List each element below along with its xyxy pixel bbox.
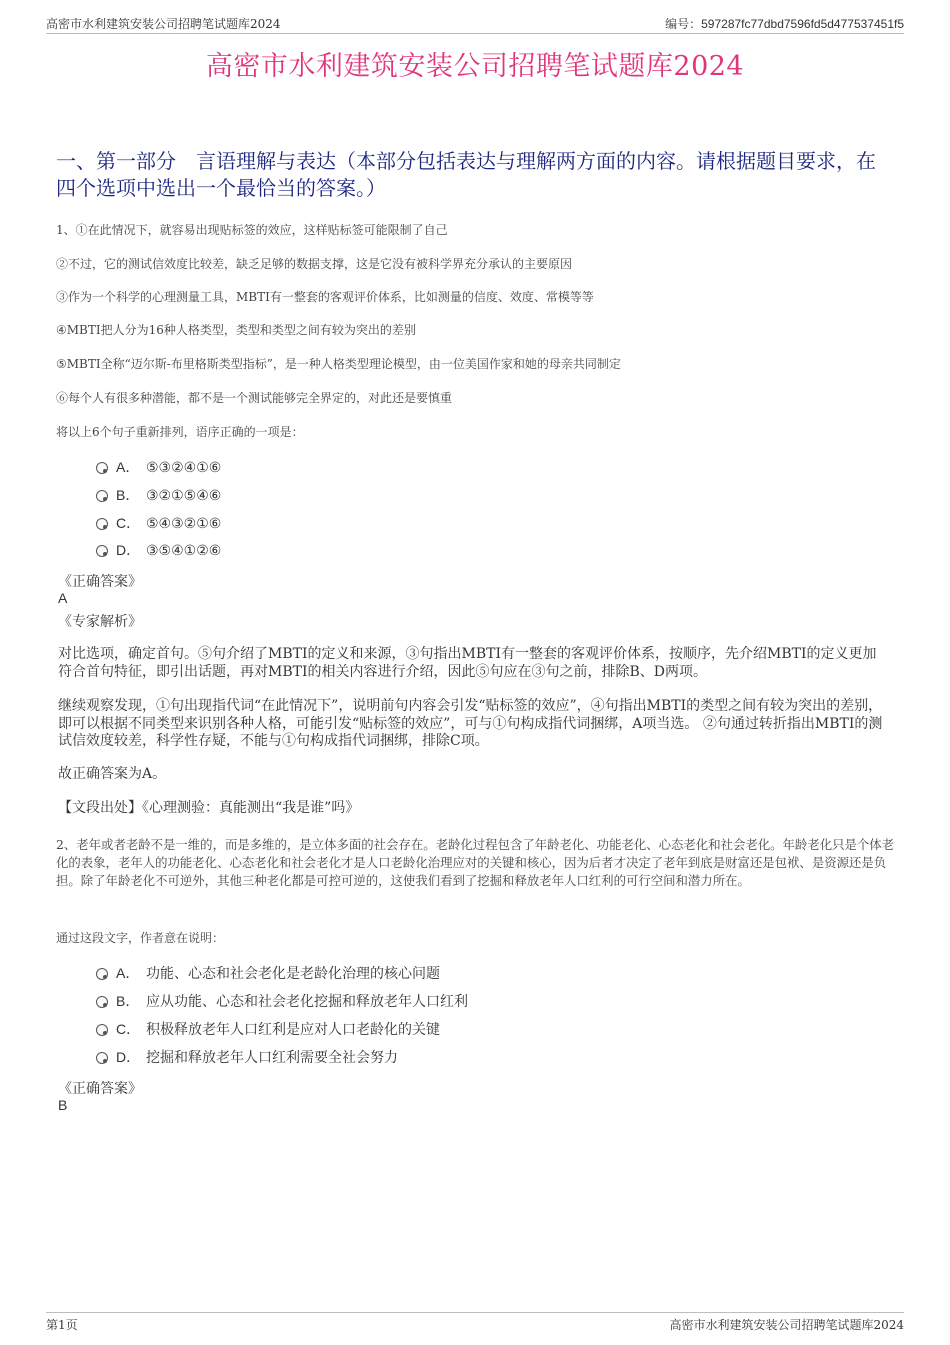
q2-option-a[interactable] [96, 963, 440, 983]
q1-answer: A [58, 590, 68, 606]
q2-option-d-text: 挖掘和释放老年人口红利需要全社会努力 [146, 1050, 398, 1066]
q2-option-a-letter: A． [116, 965, 140, 981]
q1-analysis-p1: 对比选项，确定首句。⑤句介绍了MBTI的定义和来源，③句指出MBTI有一整套的客观评价体系，按顺序，先介绍MBTI的定义更加符合首句特征，即引出话题，再对MBTI的相关内容进行介绍，因此⑤句应在③句之前，排除B、D两项。 [58, 646, 877, 680]
header-code-label: 编号： [665, 17, 702, 31]
q1-option-b[interactable] [96, 485, 221, 505]
q2-option-c[interactable] [96, 1019, 440, 1039]
section-heading: 一、第一部分 言语理解与表达（本部分包括表达与理解两方面的内容。请根据题目要求，在四个选项中选出一个最恰当的答案。） [56, 149, 876, 200]
page-title: 高密市水利建筑安装公司招聘笔试题库2024 [205, 51, 745, 82]
header-code-value: 597287fc77dbd7596fd5d477537451f5 [701, 17, 904, 31]
radio-icon[interactable] [96, 1052, 108, 1064]
q1-option-c-letter: C． [116, 515, 141, 531]
radio-icon[interactable] [96, 968, 108, 980]
q1-option-b-letter: B． [116, 487, 140, 503]
radio-icon[interactable] [96, 545, 108, 557]
q1-option-d[interactable] [96, 540, 221, 560]
q2-answer-label: 《正确答案》 [58, 1081, 142, 1097]
q1-option-a-text: ⑤③②④①⑥ [146, 460, 222, 476]
q1-option-b-text: ③②①⑤④⑥ [146, 488, 222, 504]
q1-analysis-p2: 继续观察发现，①句出现指代词“在此情况下”，说明前句内容会引发“贴标签的效应”，④句指出MBTI的类型之间有较为突出的差别，即可以根据不同类型来识别各种人格，可能引发“贴标签的效应”，可与①句构成指代词捆绑，A项当选。 ②句通过转折指出MBTI的测试信效度较差，科学性存疑，不能与①句构成指代词捆绑，排除C项。 [58, 698, 883, 749]
q2-text: 2、老年或者老龄不是一维的，而是多维的，是立体多面的社会存在。老龄化过程包含了年龄老化、功能老化、心态老化和社会老化。年龄老化只是个体老化的表象，老年人的功能老化、心态老化和社会老化才是人口老龄化治理应对的关键和核心，因为后者才决定了老年到底是财富还是包袱、是资源还是负担。除了年龄老化不可逆外，其他三种老化都是可控可逆的，这使我们看到了挖掘和释放老年人口红利的可行空间和潜力所在。 [56, 837, 895, 888]
q1-option-d-text: ③⑤④①②⑥ [146, 543, 222, 559]
footer-doc-title: 高密市水利建筑安装公司招聘笔试题库2024 [669, 1318, 904, 1332]
q2-prompt: 通过这段文字，作者意在说明： [56, 931, 225, 945]
q2-answer: B [58, 1097, 68, 1113]
radio-icon[interactable] [96, 996, 108, 1008]
q2-option-c-text: 积极释放老年人口红利是应对人口老龄化的关键 [146, 1022, 440, 1038]
q2-option-d[interactable] [96, 1047, 398, 1067]
q2-option-c-letter: C． [116, 1021, 141, 1037]
q2-option-b-letter: B． [116, 993, 140, 1009]
footer-page-number: 第1页 [46, 1318, 78, 1332]
q1-sentence-6: ⑥每个人有很多种潜能，都不是一个测试能够完全界定的，对此还是要慎重 [56, 391, 453, 405]
q1-sentence-2: ②不过，它的测试信效度比较差，缺乏足够的数据支撑，这是它没有被科学界充分承认的主要原因 [56, 257, 573, 271]
q2-option-d-letter: D． [116, 1049, 141, 1065]
q1-sentence-5: ⑤MBTI全称“迈尔斯-布里格斯类型指标”，是一种人格类型理论模型，由一位美国作家和她的母亲共同制定 [56, 357, 621, 371]
q1-option-a-letter: A． [116, 459, 140, 475]
header-divider [46, 33, 904, 34]
q1-option-c[interactable] [96, 513, 221, 533]
q1-option-d-letter: D． [116, 542, 141, 558]
q1-sentence-4: ④MBTI把人分为16种人格类型，类型和类型之间有较为突出的差别 [56, 323, 416, 337]
radio-icon[interactable] [96, 490, 108, 502]
q1-sentence-1: 1、①在此情况下，就容易出现贴标签的效应，这样贴标签可能限制了自己 [56, 223, 448, 237]
radio-icon[interactable] [96, 518, 108, 530]
radio-icon[interactable] [96, 462, 108, 474]
q2-option-a-text: 功能、心态和社会老化是老龄化治理的核心问题 [146, 966, 440, 982]
q1-source: 【文段出处】《心理测验：真能测出“我是谁”吗》 [58, 800, 360, 816]
q1-analysis-label: 《专家解析》 [58, 614, 142, 630]
header-doc-title: 高密市水利建筑安装公司招聘笔试题库2024 [46, 17, 281, 31]
q2-option-b[interactable] [96, 991, 468, 1011]
q1-sentence-3: ③作为一个科学的心理测量工具，MBTI有一整套的客观评价体系，比如测量的信度、效度、常模等等 [56, 290, 594, 304]
q1-prompt: 将以上6个句子重新排列，语序正确的一项是： [56, 425, 304, 439]
q1-option-c-text: ⑤④③②①⑥ [146, 516, 222, 532]
q1-analysis-p3: 故正确答案为A。 [58, 766, 167, 782]
q2-option-b-text: 应从功能、心态和社会老化挖掘和释放老年人口红利 [146, 994, 468, 1010]
q1-answer-label: 《正确答案》 [58, 574, 142, 590]
q1-option-a[interactable] [96, 457, 221, 477]
radio-icon[interactable] [96, 1024, 108, 1036]
footer-divider [46, 1312, 904, 1313]
header-doc-code [665, 15, 904, 32]
